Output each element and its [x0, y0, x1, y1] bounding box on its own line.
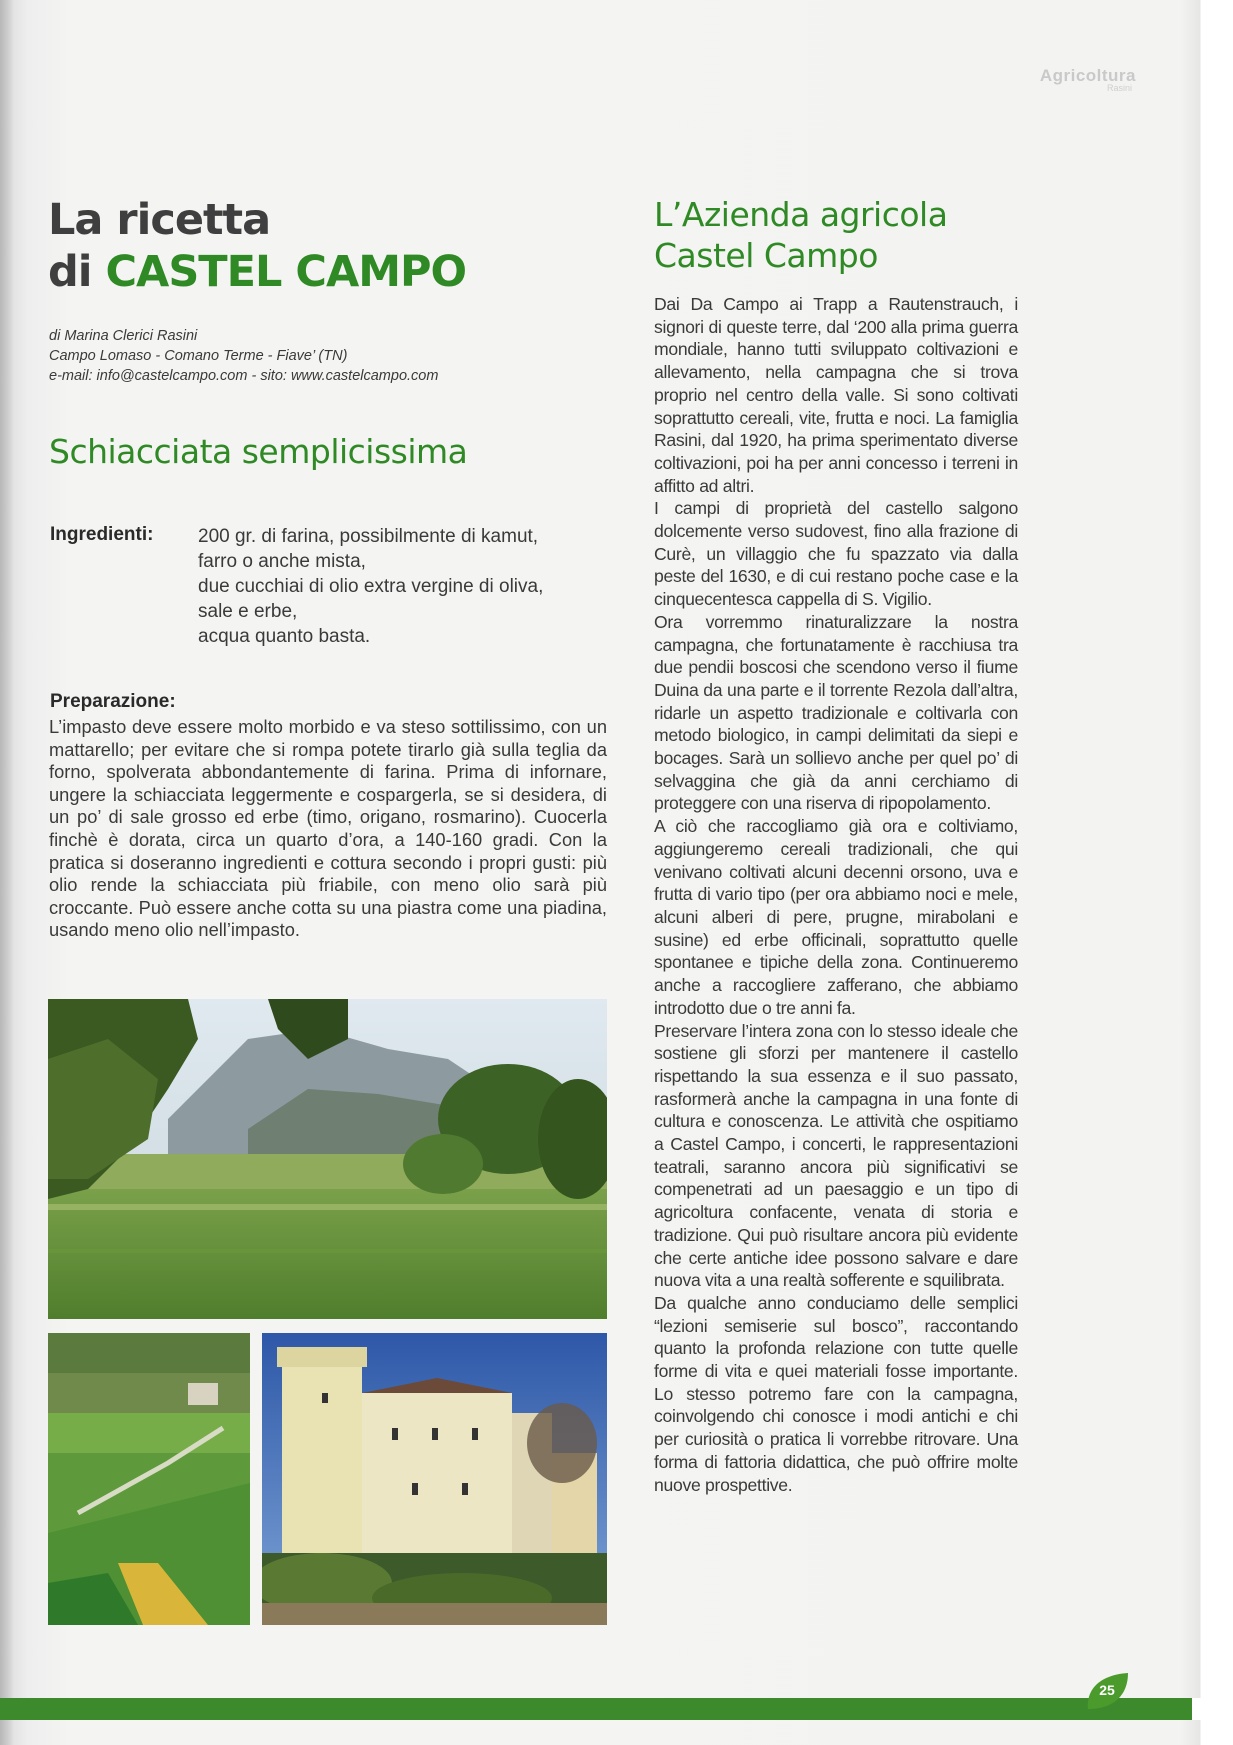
article-title — [48, 194, 466, 298]
azienda-paragraph: Preservare l’intera zona con lo stesso ideale che sostiene gli sforzi per mantenere il castello rispettando la sua essenza e il suo passato, rasformerà anche la campagna in una fonte di cultura e conoscenza. Le attività che ospitiamo a Castel Campo, i concerti, le rappresentazioni teatrali, saranno ancora più significativi se compenetrati ad un paesaggio e un tipo di agricoltura confacente, venata di storia e tradizione. Qui può risultare ancora più evidente che certe antiche idee possono salvare e dare nuova vita a una realtà sofferente e squilibrata. — [654, 1020, 1018, 1291]
ingredients-list — [198, 524, 543, 649]
landscape-photo-image — [48, 999, 607, 1319]
footer-bar — [0, 1698, 1192, 1720]
brand-sub: Rasini — [1106, 83, 1132, 93]
field-path-photo-image — [48, 1333, 250, 1625]
azienda-paragraph: Da qualche anno conduciamo delle semplici “lezioni semiserie sul bosco”, raccontando quanto la profonda relazione con tutte quelle forme di vita e quei materiali fosse importante. Lo stesso potremo fare con la campagna, coinvolgendo chi conosce i modi antichi e chi per curiosità o pratica li vorrebbe ritrovare. Una forma di fattoria didattica, che può offrire molte nuove prospettive. — [654, 1292, 1018, 1495]
section-header-brand — [1024, 66, 1136, 93]
page-binding-shadow — [0, 0, 14, 1745]
footer-edge — [1192, 1698, 1233, 1720]
azienda-title-line-1: L’Azienda agricola — [654, 195, 948, 234]
azienda-title — [654, 194, 947, 276]
ingredient-item: acqua quanto basta. — [198, 626, 371, 647]
azienda-paragraph: A ciò che raccogliamo già ora e coltiviamo, aggiungeremo cereali tradizionali, che qui venivano coltivati alcuni decenni orsono, uva e frutta di vario tipo (per ora abbiamo noci e mele, alcuni alberi di pere, prugne, mirabolani e susine) ed erbe officinali, soprattutto quelle spontanee e tipiche della zona. Continueremo anche a raccogliere zafferano, che abbiamo introdotto due o tre anni fa. — [654, 816, 1018, 1018]
brand-word: Agricoltura — [1039, 66, 1136, 85]
ingredient-item: farro o anche mista, — [198, 551, 366, 572]
ingredient-item: 200 gr. di farina, possibilmente di kamut, — [198, 526, 539, 547]
field-path-photo — [48, 1333, 250, 1625]
preparation-label: Preparazione: — [50, 691, 176, 712]
azienda-title-line-2: Castel Campo — [654, 236, 878, 275]
byline — [49, 326, 438, 386]
byline-location: Campo Lomaso - Comano Terme - Fiave’ (TN) — [49, 348, 348, 364]
azienda-paragraph: Ora vorremmo rinaturalizzare la nostra campagna, che fortunatamente è racchiusa tra due pendii boscosi che scendono verso il fiume Duina da una parte e il torrente Rezola dall’altra, ridarle un aspetto tradizionale e coltivarla con metodo biologico, in campi delimitati da siepi e bocages. Sarà un sollievo anche per quel po’ di selvaggina che già da anni cerchiamo di proteggere con una riserva di ripopolamento. — [654, 611, 1018, 814]
byline-contact: e-mail: info@castelcampo.com - sito: www.castelcampo.com — [49, 368, 439, 384]
castle-photo — [262, 1333, 607, 1625]
azienda-paragraph: I campi di proprietà del castello salgono dolcemente verso sudovest, fino alla frazione di Curè, un villaggio che fu spazzato via dalla peste del 1630, e di cui restano poche case e la cinquecentesca cappella di S. Vigilio. — [654, 498, 1018, 610]
byline-author: di Marina Clerici Rasini — [49, 328, 198, 344]
azienda-body — [654, 293, 1018, 1496]
title-line-2-name: CASTEL CAMPO — [105, 247, 467, 297]
page-number: 25 — [1099, 1682, 1115, 1698]
azienda-paragraph: Dai Da Campo ai Trapp a Rautenstrauch, i signori di queste terre, dal ‘200 alla prima guerra mondiale, hanno tutti sviluppato coltivazioni e allevamento, nella campagna che si trova proprio nel centro della valle. Si sono coltivati soprattutto cereali, vite, frutta e noci. La famiglia Rasini, dal 1920, ha prima sperimentato diverse coltivazioni, poi ha per anni concesso i terreni in affitto ad altri. — [654, 294, 1018, 496]
ingredient-item: due cucchiai di olio extra vergine di oliva, — [198, 576, 544, 597]
landscape-photo — [48, 999, 607, 1319]
ingredients-label: Ingredienti: — [50, 524, 154, 545]
preparation-text: L’impasto deve essere molto morbido e va steso sottilissimo, con un mattarello; per evitare che si rompa potete tirarlo già sulla teglia da forno, spolverata abbondantemente di farina. Prima di infornare, ungere la schiacciata leggermente e cospargerla, se si desidera, di un po’ di sale grosso ed erbe (timo, origano, rosmarino). Cuocerla finchè è dorata, circa un quarto d’ora, a 140-160 gradi. Con la pratica si doseranno ingredienti e cottura secondo i propri gusti: più olio rende la schiacciata più friabile, con meno olio sarà più croccante. Può essere anche cotta su una piastra come una piadina, usando meno olio nell’impasto. — [49, 716, 607, 941]
recipe-title: Schiacciata semplicissima — [49, 432, 468, 471]
castle-photo-image — [262, 1333, 607, 1625]
title-line-2-prefix: di — [48, 247, 106, 297]
ingredient-item: sale e erbe, — [198, 601, 298, 622]
title-line-1: La ricetta — [48, 195, 271, 245]
